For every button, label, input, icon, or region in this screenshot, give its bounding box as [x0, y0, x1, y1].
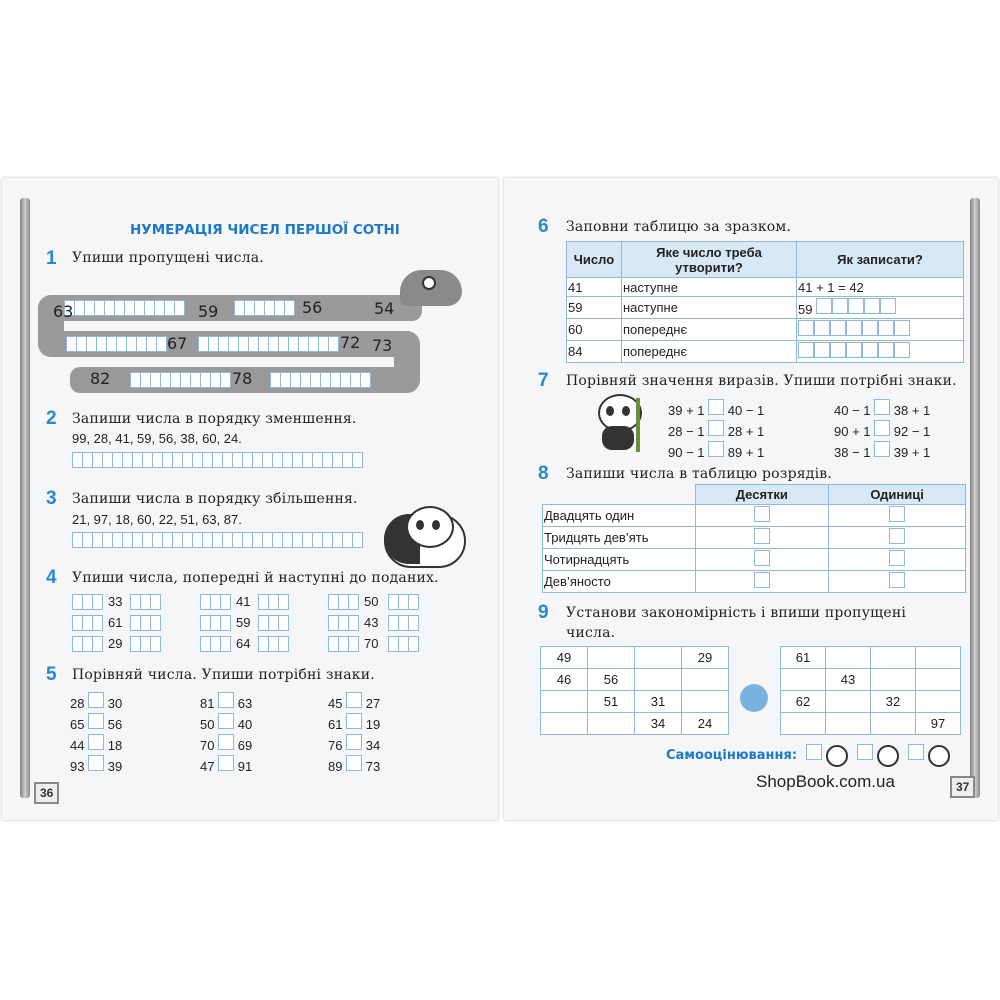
task-4-text: Упиши числа, попередні й наступні до поданих.: [72, 570, 439, 586]
task-2-number: 2: [46, 408, 57, 429]
task-4-value: 29: [108, 636, 123, 651]
bamboo-stalk-left: [20, 198, 30, 798]
task-5-comparisons: 28 30 65 56 44 18 93 39 81 63 50 40 70 69 47 91 45 27 61 19 76 34 89 73: [70, 692, 470, 782]
snake-number: 82: [90, 369, 111, 388]
table-header: Десятки: [695, 485, 829, 505]
task-6-number: 6: [538, 216, 549, 237]
page-title: НУМЕРАЦІЯ ЧИСЕЛ ПЕРШОЇ СОТНІ: [130, 222, 400, 238]
task-3-answer-cells[interactable]: [72, 532, 362, 548]
table-cell[interactable]: [797, 319, 964, 341]
task-3-text: Запиши числа в порядку збільшення.: [72, 491, 358, 507]
task-2-answer-cells[interactable]: [72, 452, 362, 468]
self-assessment-boxes[interactable]: [806, 744, 954, 767]
panda-with-bamboo-icon: [592, 394, 648, 454]
table-cell: 41: [567, 278, 622, 297]
table-cell: Чотирнадцять: [543, 549, 696, 571]
table-header: Одиниці: [829, 485, 966, 505]
task-9-text-line1: Установи закономірність і впиши пропущені: [566, 605, 907, 621]
table-cell: 60: [567, 319, 622, 341]
right-page: [504, 178, 998, 820]
snake-number: 73: [372, 336, 393, 355]
page-number-right: 37: [950, 776, 975, 798]
watermark: ShopBook.com.ua: [756, 772, 895, 791]
task-3-numbers: 21, 97, 18, 60, 22, 51, 63, 87.: [72, 512, 242, 527]
table-cell: Тридцять дев’ять: [543, 527, 696, 549]
task-2-text: Запиши числа в порядку зменшення.: [72, 411, 357, 427]
task-1-number: 1: [46, 248, 57, 269]
table-cell: 59: [567, 297, 622, 319]
table-cell: 41 + 1 = 42: [797, 278, 964, 297]
table-cell: Дев’яносто: [543, 571, 696, 593]
task-4-value: 70: [364, 636, 379, 651]
task-9-grid-right: 61 43 62 32 97: [780, 646, 961, 735]
task-4-value: 33: [108, 594, 123, 609]
table-header: Яке число треба утворити?: [622, 242, 797, 278]
table-cell[interactable]: [797, 341, 964, 363]
task-6-table: [566, 241, 964, 363]
table-cell: 84: [567, 341, 622, 363]
snake-number: 63: [53, 302, 74, 321]
task-9-grid-left: 49 29 46 56 51 31 34 24: [540, 646, 729, 735]
task-4-value: 64: [236, 636, 251, 651]
snake-number: 67: [167, 334, 188, 353]
task-4-value: 61: [108, 615, 123, 630]
task-7-expressions: 39 + 1 40 − 1 28 − 1 28 + 1 90 − 1 89 + 1 40 − 1 38 + 1 90 + 1 92 − 1 38 − 1 39 + 1: [668, 399, 968, 463]
left-page: [2, 178, 498, 820]
table-header: Як записати?: [797, 242, 964, 278]
snake-number: 54: [374, 299, 395, 318]
task-9-number: 9: [538, 602, 549, 623]
table-cell: наступне: [622, 278, 797, 297]
task-2-numbers: 99, 28, 41, 59, 56, 38, 60, 24.: [72, 431, 242, 446]
panda-face-icon: [877, 745, 899, 767]
task-6-text: Заповни таблицю за зразком.: [566, 219, 792, 235]
panda-icon: [384, 506, 462, 564]
task-5-text: Порівняй числа. Упиши потрібні знаки.: [72, 667, 375, 683]
task-4-value: 59: [236, 615, 251, 630]
task-1-text: Упиши пропущені числа.: [72, 250, 264, 266]
snake-number: 56: [302, 298, 323, 317]
self-assessment-label: Самооцінювання:: [666, 748, 798, 763]
task-9-text-line2: числа.: [566, 625, 616, 641]
task-4-number: 4: [46, 567, 57, 588]
panda-face-icon: [928, 745, 950, 767]
task-7-text: Порівняй значення виразів. Упиши потрібні знаки.: [566, 373, 957, 389]
task-5-number: 5: [46, 664, 57, 685]
task-4-value: 41: [236, 594, 251, 609]
table-cell: попереднє: [622, 319, 797, 341]
task-7-number: 7: [538, 370, 549, 391]
task-8-text: Запиши числа в таблицю розрядів.: [566, 466, 833, 482]
snake-number: 78: [232, 369, 253, 388]
snake-number: 59: [198, 302, 219, 321]
panda-face-icon: [826, 745, 848, 767]
task-8-table: [542, 484, 966, 593]
task-4-value: 43: [364, 615, 379, 630]
task-3-number: 3: [46, 488, 57, 509]
bamboo-stalk-right: [970, 198, 980, 798]
table-cell: попереднє: [622, 341, 797, 363]
table-cell[interactable]: 59: [797, 297, 964, 319]
table-cell: наступне: [622, 297, 797, 319]
page-number-left: 36: [34, 782, 59, 804]
table-cell: Двадцять один: [543, 505, 696, 527]
task-4-items: [72, 594, 472, 664]
table-header: Число: [567, 242, 622, 278]
snake-number: 72: [340, 333, 361, 352]
task-4-value: 50: [364, 594, 379, 609]
paw-icon: [740, 684, 768, 712]
task-8-number: 8: [538, 463, 549, 484]
